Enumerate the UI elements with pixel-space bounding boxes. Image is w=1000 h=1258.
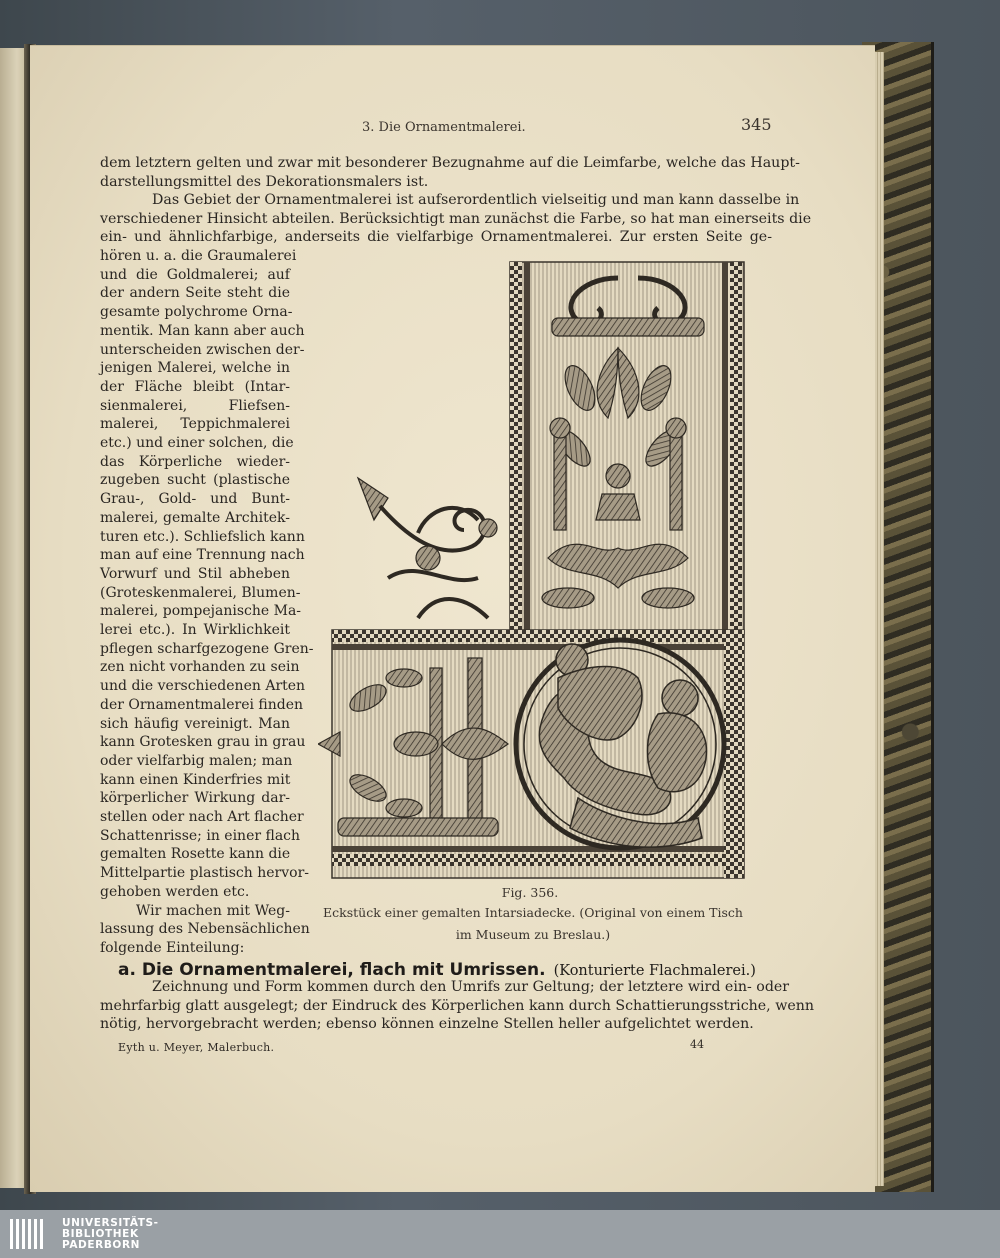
column-text-line: jenigen Malerei, welche in — [100, 360, 290, 377]
column-text-line: Mittelpartie plastisch hervor- — [100, 865, 309, 882]
column-text-line: man auf eine Trennung nach — [100, 547, 305, 564]
running-head: 3. Die Ornamentmalerei. — [362, 120, 526, 135]
footer-signature: 44 — [690, 1038, 704, 1051]
column-text-line: hören u. a. die Graumalerei — [100, 248, 297, 264]
banner-line-3: PADERBORN — [62, 1239, 141, 1251]
column-text-line: malerei, gemalte Architek- — [100, 509, 290, 526]
figure-caption-line-1: Eckstück einer gemalten Intarsiadecke. (Original von einem Tisch — [323, 905, 743, 920]
column-text-line: und die Goldmalerei; auf — [100, 266, 290, 283]
section-text-line: mehrfarbig glatt ausgelegt; der Eindruck des Körperlichen kann durch Schattierungsstriche, wenn — [100, 997, 815, 1014]
column-text-line: pflegen scharfgezogene Gren- — [100, 640, 314, 657]
text-line: Das Gebiet der Ornamentmalerei ist aufserordentlich vielseitig und man kann dasselbe in — [152, 192, 800, 208]
column-text-line: und die verschiedenen Arten — [100, 678, 306, 695]
column-text-line: lassung des Nebensächlichen — [100, 921, 310, 938]
column-text-line: Vorwurf und Stil abheben — [100, 565, 290, 582]
column-text-line: kann einen Kinderfries mit — [100, 771, 291, 788]
banner-line-2: BIBLIOTHEK — [62, 1228, 139, 1240]
column-text-line: stellen oder nach Art flacher — [100, 809, 304, 825]
section-text-line: nötig, hervorgebracht werden; ebenso können einzelne Stellen heller aufgelichtet werden. — [100, 1016, 754, 1032]
column-text-line: Grau-, Gold- und Bunt- — [100, 491, 290, 508]
figure-label: Fig. 356. — [501, 885, 559, 900]
column-text-line: etc.) und einer solchen, die — [100, 435, 294, 451]
column-text-line: oder vielfarbig malen; man — [100, 752, 293, 769]
column-text-line: körperlicher Wirkung dar- — [100, 790, 290, 807]
column-text-line: der andern Seite steht die — [100, 285, 290, 302]
page-number: 345 — [741, 115, 772, 134]
column-text-line: der Ornamentmalerei finden — [100, 696, 304, 713]
column-text-line: gemalten Rosette kann die — [100, 846, 291, 863]
column-text-line: unterscheiden zwischen der- — [100, 341, 305, 358]
column-text-line: Schattenrisse; in einer flach — [100, 827, 301, 844]
column-text-line: gesamte polychrome Orna- — [100, 304, 293, 321]
column-text-line: lerei etc.). In Wirklichkeit — [100, 622, 290, 638]
column-text-line: das Körperliche wieder- — [100, 453, 290, 470]
section-subtitle: (Konturierte Flachmalerei.) — [553, 963, 756, 979]
figure-caption-line-2: im Museum zu Breslau.) — [455, 927, 611, 942]
ornament-figure — [318, 258, 764, 880]
column-text-line: kann Grotesken grau in grau — [100, 734, 306, 751]
footer-book-title: Eyth u. Meyer, Malerbuch. — [118, 1041, 275, 1054]
banner-line-1: UNIVERSITÄTS- — [62, 1217, 159, 1229]
library-banner — [0, 1210, 1000, 1258]
column-text-line: Wir machen mit Weg- — [136, 902, 290, 919]
column-text-line: (Groteskenmalerei, Blumen- — [100, 584, 301, 601]
column-text-line: turen etc.). Schliefslich kann — [100, 528, 305, 545]
column-text-line: folgende Einteilung: — [100, 939, 245, 956]
text-line: verschiedener Hinsicht abteilen. Berücksichtigt man zunächst die Farbe, so hat man einerseits die — [100, 210, 812, 227]
text-line: ein- und ähnlichfarbige, anderseits die vielfarbige Ornamentmalerei. Zur ersten Seite ge- — [100, 229, 772, 245]
column-text-line: malerei, Teppichmalerei — [100, 416, 290, 433]
column-text-line: malerei, pompejanische Ma- — [100, 603, 302, 620]
column-text-line: gehoben werden etc. — [100, 883, 250, 900]
column-text-line: sich häufig vereinigt. Man — [100, 715, 290, 732]
text-line: dem letztern gelten und zwar mit besonderer Bezugnahme auf die Leimfarbe, welche das Haupt- — [100, 155, 800, 171]
column-text-line: der Fläche bleibt (Intar- — [100, 378, 290, 395]
section-text-line: Zeichnung und Form kommen durch den Umrifs zur Geltung; der letztere wird ein- oder — [152, 979, 790, 995]
column-text-line: zen nicht vorhanden zu sein — [100, 659, 300, 676]
text-line: darstellungsmittel des Dekorationsmalers ist. — [100, 173, 429, 190]
column-text-line: mentik. Man kann aber auch — [100, 322, 305, 339]
library-logo-icon — [8, 1215, 48, 1253]
column-text-line: zugeben sucht (plastische — [100, 472, 290, 489]
section-title: a. Die Ornamentmalerei, flach mit Umrissen. — [118, 960, 546, 980]
section-heading — [118, 960, 756, 980]
scroll-ornament — [358, 478, 497, 618]
column-text-line: sienmalerei, Fliefsen- — [100, 397, 290, 414]
